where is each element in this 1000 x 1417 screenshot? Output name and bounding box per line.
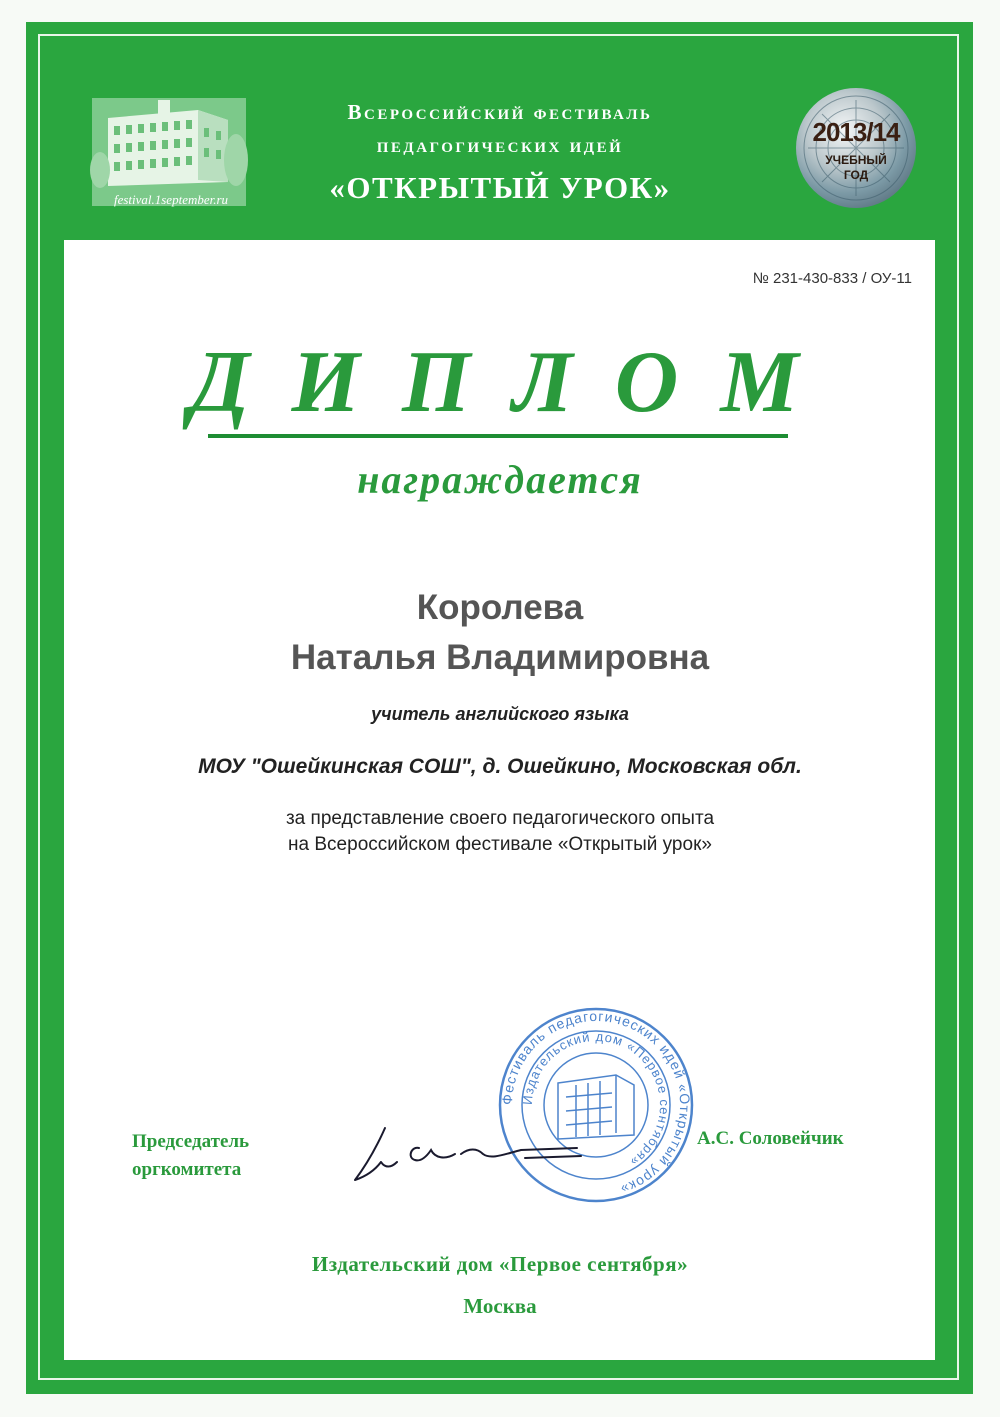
- document-number: № 231-430-833 / ОУ-11: [752, 270, 912, 287]
- stamp-inner-text: Издательский дом «Первое сентября»: [519, 1028, 673, 1171]
- festival-url: festival.1september.ru: [113, 192, 229, 207]
- festival-title: [260, 96, 740, 207]
- hologram-caption-line-2: ГОД: [843, 168, 869, 182]
- publisher-city: Москва: [463, 1294, 537, 1318]
- diploma-heading: ДИПЛОМ: [189, 334, 841, 431]
- hologram-caption-line-1: УЧЕБНЫЙ: [825, 153, 887, 167]
- awarded-caption: награждается: [357, 457, 643, 502]
- recipient-name: [0, 583, 1000, 683]
- hologram-caption: [793, 153, 919, 183]
- recipient-organization: МОУ "Ошейкинская СОШ", д. Ошейкино, Московская обл.: [198, 755, 802, 778]
- signer-role-line-2: оргкомитета: [132, 1159, 242, 1180]
- recipient-position: учитель английского языка: [371, 704, 629, 724]
- hologram-year: 2013/14: [812, 117, 900, 147]
- chairman-signature: [345, 1118, 585, 1188]
- recipient-surname: Королева: [416, 588, 584, 627]
- title-line-3: «ОТКРЫТЫЙ УРОК»: [329, 170, 671, 205]
- award-reason: [0, 806, 1000, 858]
- hologram-sticker-icon: [793, 85, 919, 211]
- stamp-outer-text: Фестиваль педагогических идей «Открытый урок»: [498, 1007, 694, 1199]
- title-line-1: Всероссийский фестиваль: [347, 100, 653, 124]
- heading-underline: [208, 434, 788, 438]
- publisher-name: Издательский дом «Первое сентября»: [311, 1252, 689, 1276]
- recipient-given-names: Наталья Владимировна: [290, 638, 710, 677]
- signer-role-line-1: Председатель: [132, 1131, 250, 1152]
- signer-role: [132, 1128, 249, 1184]
- title-line-2: педагогических идей: [376, 133, 624, 157]
- award-reason-line-1: за представление своего педагогического опыта: [285, 808, 715, 829]
- award-reason-line-2: на Всероссийском фестивале «Открытый урок»: [288, 834, 712, 855]
- signer-name: А.С. Соловейчик: [697, 1128, 844, 1149]
